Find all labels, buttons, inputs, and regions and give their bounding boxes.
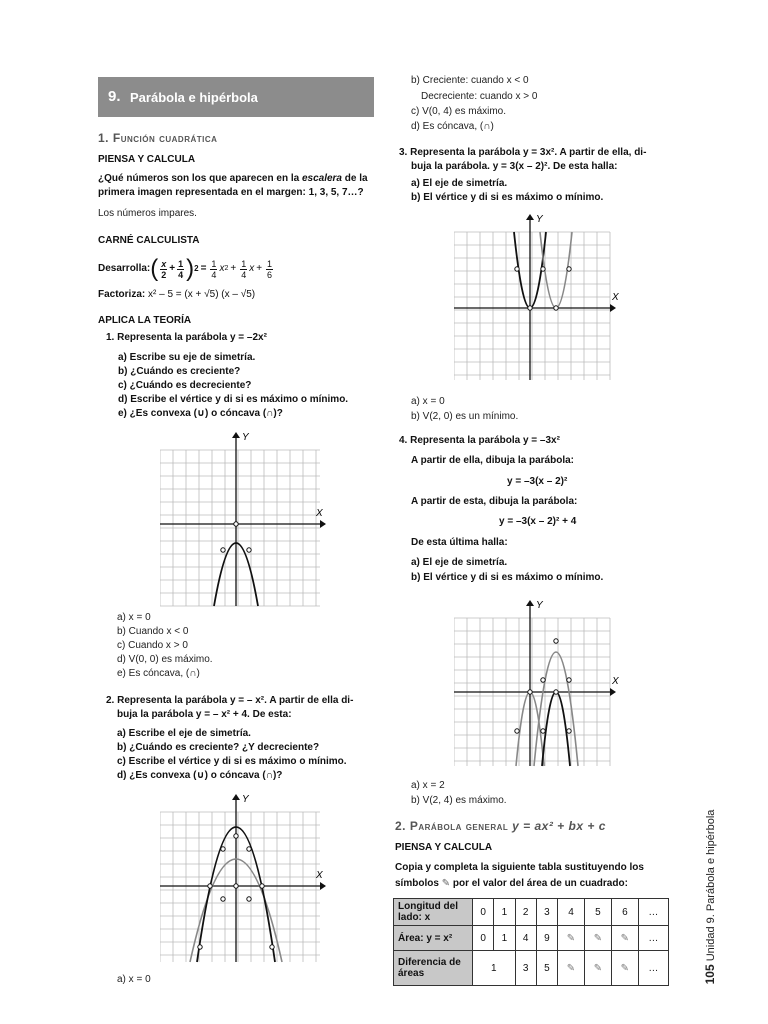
piensa-label-1: PIENSA Y CALCULA: [98, 154, 196, 165]
factoriza-line: Factoriza: x² – 5 = (x + √5) (x – √5): [98, 289, 256, 300]
aplica-label: APLICA LA TEORÍA: [98, 315, 192, 326]
side-page-label: [695, 809, 725, 985]
chapter-number: 9.: [108, 88, 121, 105]
ex1-answer-e: e) Es cóncava, (∩): [117, 668, 200, 679]
table-cell: 0: [473, 899, 494, 926]
ex4-line-c: De esta última halla:: [411, 537, 508, 548]
piensa-answer: Los números impares.: [98, 208, 197, 219]
chapter-header: [98, 77, 374, 117]
ex4-item-b: b) El vértice y di si es máximo o mínimo.: [411, 572, 604, 583]
ex4-answer-b: b) V(2, 4) es máximo.: [411, 795, 507, 806]
table-cell: 9: [536, 926, 557, 951]
unit-label: Unidad 9. Parábola e hipérbola: [705, 809, 717, 962]
ex2-item-d: d) ¿Es convexa (∪) o cóncava (∩)?: [117, 770, 283, 781]
section-2-text-line2: símbolos ✎ por el valor del área de un cuadrado:: [395, 878, 628, 889]
ex2-title-line2: buja la parábola y = – x² + 4. De esta:: [117, 709, 292, 720]
ex2-item-a: a) Escribe el eje de simetría.: [117, 728, 251, 739]
ex3-answer-a: a) x = 0: [411, 396, 445, 407]
section-2-text-line1: Copia y completa la siguiente tabla sustituyendo los: [395, 862, 644, 873]
ex2-answer-d: d) Es cóncava, (∩): [411, 121, 494, 132]
ex4-title: 4. Representa la parábola y = –3x²: [399, 435, 560, 446]
ex4-line-b: A partir de esta, dibuja la parábola:: [411, 496, 578, 507]
ex4-eq1: y = –3(x – 2)²: [507, 476, 568, 487]
ex2-answer-b2: Decreciente: cuando x > 0: [421, 91, 538, 102]
table-cell: …: [638, 926, 668, 951]
piensa-question: ¿Qué números son los que aparecen en la escalera de la: [98, 173, 368, 184]
ex3-title-line2: buja la parábola. y = 3(x – 2)². De esta halla:: [411, 161, 618, 172]
piensa-label-2: PIENSA Y CALCULA: [395, 842, 493, 853]
table-cell: 2: [515, 899, 536, 926]
table-cell: 3: [536, 899, 557, 926]
table-cell: …: [638, 951, 668, 986]
page-number: 105: [703, 964, 717, 985]
table-row-label: Longitud del lado: x: [394, 899, 473, 926]
table-row: [394, 926, 669, 951]
ex3-answer-b: b) V(2, 0) es un mínimo.: [411, 411, 519, 422]
table-cell: 4: [558, 899, 585, 926]
ex1-item-c: c) ¿Cuándo es decreciente?: [118, 380, 252, 391]
table-cell: ✎: [584, 951, 611, 986]
table-cell: 6: [611, 899, 638, 926]
table-cell: 4: [515, 926, 536, 951]
svg-text:Y: Y: [536, 214, 543, 225]
table-cell: ✎: [611, 926, 638, 951]
ex1-answer-d: d) V(0, 0) es máximo.: [117, 654, 213, 665]
ex1-item-e: e) ¿Es convexa (∪) o cóncava (∩)?: [118, 408, 283, 419]
svg-text:X: X: [612, 676, 619, 687]
desarrolla-line: Desarrolla: ( $\frac{x}{2}$ + $\frac{1}{4}$ ) 2 = $\frac{1}{4}$ x 2 + $\frac{1}{4}$ x + $\frac{1}{6}$: [98, 255, 273, 282]
section-1-title: 1. Función cuadrática: [98, 131, 218, 145]
table-cell: 1: [494, 899, 515, 926]
ex3-title-line1: 3. Representa la parábola y = 3x². A partir de ella, di-: [399, 147, 647, 158]
ex1-item-b: b) ¿Cuándo es creciente?: [118, 366, 241, 377]
carne-label: CARNÉ CALCULISTA: [98, 235, 200, 246]
ex1-item-a: a) Escribe su eje de simetría.: [118, 352, 256, 363]
ex4-eq2: y = –3(x – 2)² + 4: [499, 516, 577, 527]
ex4-item-a: a) El eje de simetría.: [411, 557, 508, 568]
table-cell: 5: [536, 951, 557, 986]
ex2-answer-b: b) Creciente: cuando x < 0: [411, 75, 529, 86]
table-cell: ✎: [611, 951, 638, 986]
svg-text:X: X: [316, 870, 323, 881]
ex1-title: 1. Representa la parábola y = –2x²: [106, 332, 267, 343]
svg-text:Y: Y: [242, 432, 249, 443]
table-cell: ✎: [584, 926, 611, 951]
table-cell: 0: [473, 926, 494, 951]
ex4-line-a: A partir de ella, dibuja la parábola:: [411, 455, 575, 466]
svg-text:X: X: [316, 508, 323, 519]
ex2-item-c: c) Escribe el vértice y di si es máximo o mínimo.: [117, 756, 347, 767]
table-cell: ✎: [558, 951, 585, 986]
ex1-graph: [160, 430, 340, 610]
table-row-label: Área: y = x²: [394, 926, 473, 951]
table-row-label: Diferencia de áreas: [394, 951, 473, 986]
table-cell: 1: [473, 951, 516, 986]
table-cell: ✎: [558, 926, 585, 951]
section-2-title: 2. Parábola general y = ax² + bx + c: [395, 819, 606, 833]
table-cell: 5: [584, 899, 611, 926]
ex2-graph: [160, 792, 340, 964]
ex1-answer-b: b) Cuando x < 0: [117, 626, 189, 637]
ex2-answer-c: c) V(0, 4) es máximo.: [411, 106, 507, 117]
section-2-equation: y = ax² + bx + c: [512, 819, 606, 833]
ex1-answer-a: a) x = 0: [117, 612, 151, 623]
ex4-graph: [454, 598, 629, 770]
table-cell: 1: [494, 926, 515, 951]
svg-text:X: X: [612, 292, 619, 303]
ex2-answer-a: a) x = 0: [117, 974, 151, 985]
ex2-item-b: b) ¿Cuándo es creciente? ¿Y decreciente?: [117, 742, 320, 753]
ex3-graph: [454, 212, 629, 384]
table-cell: …: [638, 899, 668, 926]
ex1-item-d: d) Escribe el vértice y di si es máximo o mínimo.: [118, 394, 349, 405]
ex2-title-line1: 2. Representa la parábola y = – x². A partir de ella di-: [106, 695, 354, 706]
piensa-question-line2: primera imagen representada en el margen: 1, 3, 5, 7…?: [98, 187, 364, 198]
area-table: [393, 898, 669, 986]
svg-text:Y: Y: [242, 794, 249, 805]
table-row: [394, 899, 669, 926]
factoriza-expression: x² – 5 = (x + √5) (x – √5): [148, 289, 256, 300]
pencil-icon: ✎: [441, 878, 451, 889]
ex3-item-a: a) El eje de simetría.: [411, 178, 508, 189]
ex1-answer-c: c) Cuando x > 0: [117, 640, 188, 651]
ex4-answer-a: a) x = 2: [411, 780, 445, 791]
chapter-title: Parábola e hipérbola: [130, 90, 258, 105]
table-row: [394, 951, 669, 986]
table-cell: 3: [515, 951, 536, 986]
ex3-item-b: b) El vértice y di si es máximo o mínimo.: [411, 192, 604, 203]
svg-text:Y: Y: [536, 600, 543, 611]
